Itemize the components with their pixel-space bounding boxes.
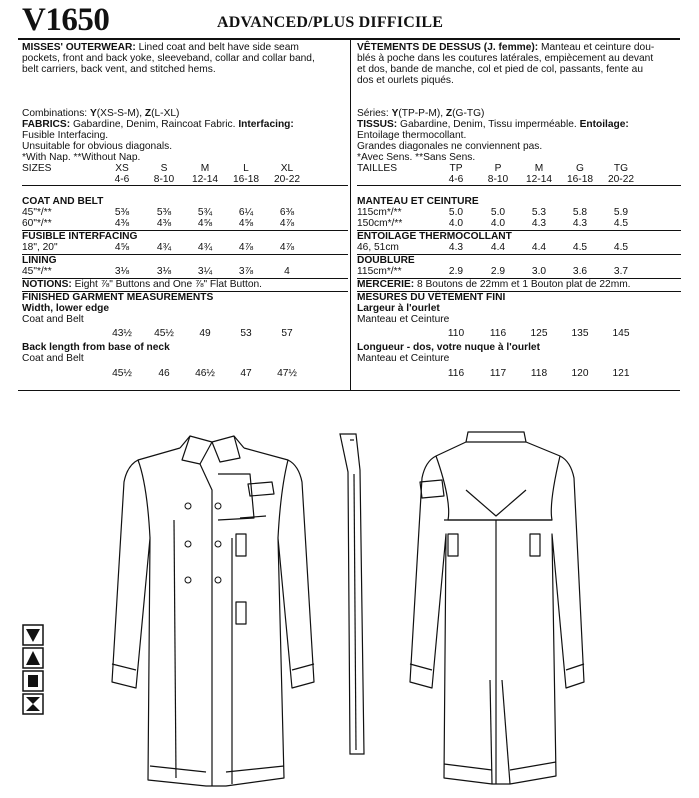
sizes-label: SIZES [22,163,52,174]
description-line-1 [22,42,299,53]
largeur-heading: Largeur à l'ourlet [357,303,440,314]
cell: 5¾ [197,207,213,218]
front-coat-illustration [108,420,318,792]
series-y: Y [391,108,399,119]
column-divider [350,40,351,390]
row-label: 115cm*/** [357,207,402,218]
size-range: 4-6 [448,174,464,185]
sizes-divider [357,185,681,186]
cell: 4⅞ [279,242,295,253]
notions-text: Eight ⅞" Buttons and One ⅞" Flat Button. [74,279,262,290]
mercerie-text: 8 Boutons de 22mm et 1 Bouton plat de 22mm. [417,279,631,290]
cell: 117 [489,368,507,379]
table-row [357,242,647,253]
notions-label: NOTIONS: [22,279,72,290]
size-range: 12-14 [191,174,219,185]
fabrics-text: Gabardine, Denim, Raincoat Fabric. [72,119,236,130]
cell: 6⅜ [279,207,295,218]
cell: 4⅜ [156,218,172,229]
tissus-line [357,119,629,130]
size-g: G [576,163,584,174]
cell: 4.3 [448,242,464,253]
table-row [357,266,647,277]
cell: 4.3 [572,218,588,229]
fabrics-label: FABRICS: [22,119,71,130]
sizes-header [357,163,647,185]
tissus-text: Gabardine, Denim, Tissu imperméable. [400,119,577,130]
cell: 4⅜ [114,218,130,229]
table-row [357,218,647,229]
table-row [22,266,312,277]
sizes-header [22,163,312,185]
cell: 46 [158,368,170,379]
size-range: 16-18 [232,174,260,185]
size-range: 4-6 [114,174,130,185]
symbol-icons [22,624,46,720]
cell: 3¼ [197,266,213,277]
cell: 5.9 [613,207,629,218]
triangle-down-icon [23,625,43,645]
cell: 47½ [277,368,297,379]
top-rule [18,38,680,40]
button [215,503,221,509]
cell: 53 [240,328,252,339]
coat-belt-heading: COAT AND BELT [22,196,104,207]
description-line-2: pockets, front and back yoke, sleeveband, collar and collar band, [22,53,315,64]
row-label: 46, 51cm [357,242,399,253]
cell: 4.5 [613,242,629,253]
cell: 5.0 [448,207,464,218]
cell: 4 [284,266,290,277]
manteau-heading: MANTEAU ET CEINTURE [357,196,479,207]
back-length-heading: Back length from base of neck [22,342,170,353]
cell: 57 [281,328,293,339]
cell: 4.5 [613,218,629,229]
size-range: 20-22 [273,174,301,185]
fabrics-line [22,119,294,130]
size-m: M [534,163,544,174]
cell: 4¾ [156,242,172,253]
belt-illustration [336,430,376,760]
size-tp: TP [449,163,463,174]
button [215,541,221,547]
size-tg: TG [613,163,629,174]
mesures-heading: MESURES DU VÊTEMENT FINI [357,292,506,303]
cell: 4.4 [490,242,506,253]
size-l: L [243,163,249,174]
table-row [22,242,312,253]
cell: 4⅝ [114,242,130,253]
cell: 47 [240,368,252,379]
cell: 5.0 [490,207,506,218]
size-p: P [494,163,502,174]
unsuitable-note: Unsuitable for obvious diagonals. [22,141,173,152]
size-range: 20-22 [607,174,635,185]
cell: 4.0 [490,218,506,229]
description-line-1 [357,42,654,53]
cell: 116 [489,328,507,339]
series-z-sizes: (G-TG) [452,108,485,119]
cell: 3.6 [572,266,588,277]
cell: 121 [612,368,630,379]
series [357,108,484,119]
row-label: 45"*/** [22,266,52,277]
cell: 2.9 [448,266,464,277]
description-line-3: et dos, bande de manche, col et pied de col, passants, fente au [357,64,644,75]
cell: 4⅞ [238,242,254,253]
description-title: MISSES' OUTERWEAR: [22,42,136,53]
tissus-label: TISSUS: [357,119,398,130]
cell: 2.9 [490,266,506,277]
cell: 46½ [195,368,215,379]
cell: 3⅛ [114,266,130,277]
combination-z: Z [144,108,152,119]
series-y-sizes: (TP-P-M), [398,108,444,119]
table-row [357,207,647,218]
cell: 4.3 [531,218,547,229]
description-title: VÊTEMENTS DE DESSUS (J. femme): [357,42,539,53]
english-column [22,42,348,388]
cell: 3.7 [613,266,629,277]
cell: 4.0 [448,218,464,229]
cell: 3⅛ [156,266,172,277]
width-heading: Width, lower edge [22,303,110,314]
mercerie-label: MERCERIE: [357,279,415,290]
nap-note: *With Nap. **Without Nap. [22,152,141,163]
cell: 110 [447,328,465,339]
description-line-4: dos et ourlets piqués. [357,75,454,86]
description-text: Lined coat and belt have side seam [138,42,299,53]
triangle-up-icon [23,648,43,668]
hourglass-icon [23,694,43,714]
combinations-label: Combinations: [22,108,88,119]
size-xl: XL [280,163,294,174]
entoilage-text: Entoilage thermocollant. [357,130,467,141]
mercerie [357,279,631,290]
sizes-label: TAILLES [357,163,398,174]
cell: 5⅜ [156,207,172,218]
notions [22,279,262,290]
row-label: 115cm*/** [357,266,402,277]
description-text: Manteau et ceinture dou- [541,42,655,53]
bottom-rule [18,390,680,391]
cell: 118 [530,368,548,379]
combination-z-sizes: (L-XL) [151,108,180,119]
size-s: S [160,163,168,174]
cell: 4⅝ [197,218,213,229]
cell: 120 [571,368,589,379]
entoilage-heading: ENTOILAGE THERMOCOLLANT [357,231,512,242]
difficulty-label: ADVANCED/PLUS DIFFICILE [217,14,444,31]
cell: 49 [199,328,211,339]
back-length-sub: Coat and Belt [22,353,84,364]
cell: 5.3 [531,207,547,218]
button [185,503,191,509]
cell: 116 [447,368,465,379]
description-line-3: belt carriers, back vent, and stitched hems. [22,64,216,75]
series-label: Séries: [357,108,389,119]
description-line-2: blés à poche dans les coutures latérales, empiècement au devant [357,53,654,64]
cell: 4.5 [572,242,588,253]
cell: 4⅞ [279,218,295,229]
cell: 45½ [112,368,132,379]
interfacing-label: Interfacing: [238,119,294,130]
cell: 3⅞ [238,266,254,277]
longueur-heading: Longueur - dos, votre nuque à l'ourlet [357,342,540,353]
row-label: 45"*/** [22,207,52,218]
largeur-sub: Manteau et Ceinture [357,314,450,325]
series-z: Z [445,108,453,119]
cell: 135 [571,328,589,339]
size-range: 8-10 [153,174,175,185]
entoilage-label: Entoilage: [579,119,629,130]
diagonales-note: Grandes diagonales ne conviennent pas. [357,141,543,152]
row-label: 18", 20" [22,242,58,253]
size-range: 12-14 [525,174,553,185]
pattern-number: V1650 [22,2,110,38]
size-range: 8-10 [487,174,509,185]
back-coat-illustration [406,420,586,792]
table-row [22,207,312,218]
table-row [22,328,312,339]
cell: 43½ [112,328,132,339]
doublure-heading: DOUBLURE [357,255,415,266]
finished-heading: FINISHED GARMENT MEASUREMENTS [22,292,214,303]
sizes-divider [22,185,348,186]
button [185,577,191,583]
interfacing-text: Fusible Interfacing. [22,130,109,141]
cell: 5.8 [572,207,588,218]
size-m: M [200,163,210,174]
combination-y: Y [89,108,97,119]
width-sub: Coat and Belt [22,314,84,325]
cell: 45½ [154,328,174,339]
button [215,577,221,583]
sens-note: *Avec Sens. **Sans Sens. [357,152,476,163]
table-row [357,328,647,339]
row-label: 60"*/** [22,218,52,229]
lining-heading: LINING [22,255,57,266]
size-xs: XS [115,163,129,174]
row-label: 150cm*/** [357,218,403,229]
size-range: 16-18 [566,174,594,185]
cell: 125 [530,328,548,339]
table-row [22,368,312,379]
cell: 5⅜ [114,207,130,218]
cell: 6¼ [238,207,254,218]
cell: 3.0 [531,266,547,277]
longueur-sub: Manteau et Ceinture [357,353,450,364]
square-icon [23,671,43,691]
combinations [22,108,179,119]
french-column [357,42,681,388]
button [185,541,191,547]
combination-y-sizes: (XS-S-M), [96,108,143,119]
cell: 4.4 [531,242,547,253]
cell: 4⅝ [238,218,254,229]
table-row [357,368,647,379]
row-divider [22,254,348,255]
cell: 4¾ [197,242,213,253]
table-row [22,218,312,229]
cell: 145 [612,328,630,339]
fusible-heading: FUSIBLE INTERFACING [22,231,138,242]
